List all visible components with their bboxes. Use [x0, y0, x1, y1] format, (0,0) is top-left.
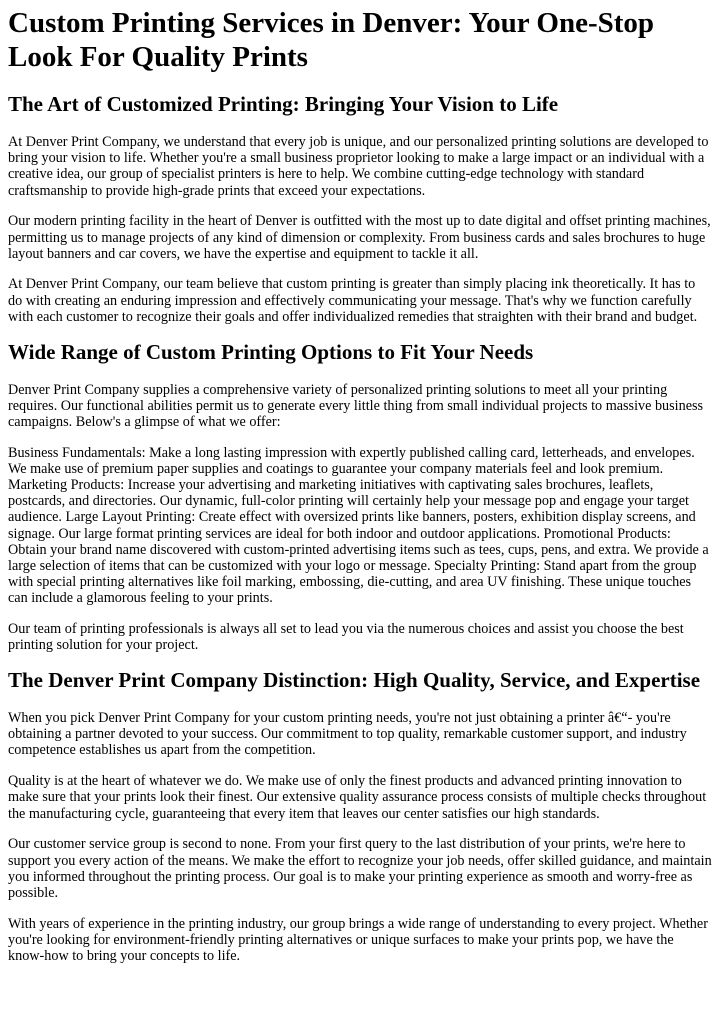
section-heading: Wide Range of Custom Printing Options to Fit Your Needs [8, 339, 534, 364]
paragraph: Quality is at the heart of whatever we do. We make use of only the finest products and advanced printing innovation to make sure that your prints look their finest. Our extensive quality assurance process consists of multiple checks throughout the manufacturing cycle, guaranteeing that every item that leaves our center satisfies our high standards. [8, 773, 707, 822]
paragraph: At Denver Print Company, our team believe that custom printing is greater than simply placing ink theoretically. It has to do with creating an enduring impression and effectively communicating your message. That's why we function carefully with each customer to recognize their goals and offer individualized remedies that straighten with their brand and budget. [8, 276, 698, 325]
paragraph: When you pick Denver Print Company for your custom printing needs, you're not just obtaining a printer â€“- you're obtaining a partner devoted to your success. Our commitment to top quality, remarkable customer support, and industry competence establishes us apart from the competition. [8, 710, 687, 759]
section-heading: The Art of Customized Printing: Bringing Your Vision to Life [8, 92, 559, 116]
paragraph: Our modern printing facility in the heart of Denver is outfitted with the most up to date digital and offset printing machines, permitting us to manage projects of any kind of dimension or complexity. From business cards and sales brochures to huge layout banners and car covers, we have the expertise and equipment to tackle it all. [8, 213, 711, 262]
section-distinction [8, 668, 712, 964]
paragraph: Our customer service group is second to none. From your first query to the last distribution of your prints, we're here to support you every action of the means. We make the effort to recognize your job needs, offer skilled guidance, and maintain you informed throughout the printing process. Our goal is to make your printing experience as smooth and worry-free as possible. [8, 836, 712, 901]
section-customized-printing [8, 92, 712, 325]
paragraph: At Denver Print Company, we understand that every job is unique, and our personalized printing solutions are developed to bring your vision to life. Whether you're a small business proprietor looking to make a large impact or an individual with a creative idea, our group of specialist printers is here to help. We combine cutting-edge technology with standard craftsmanship to provide high-grade prints that exceed your expectations. [8, 134, 709, 199]
page-title: Custom Printing Services in Denver: Your One-Stop Look For Quality Prints [8, 7, 655, 73]
paragraph: With years of experience in the printing industry, our group brings a wide range of understanding to every project. Whether you're looking for environment-friendly printing alternatives or unique surfaces to make your prints pop, we have the know-how to bring your concepts to life. [8, 915, 708, 965]
paragraph: Denver Print Company supplies a comprehensive variety of personalized printing solutions to meet all your printing requires. Our functional abilities permit us to generate every little thing from small individual projects to massive business campaigns. Below's a glimpse of what we offer: [8, 381, 704, 430]
paragraph: Business Fundamentals: Make a long lasting impression with expertly published calling card, letterheads, and envelopes. We make use of premium paper supplies and coatings to guarantee your company materials feel and look premium. Marketing Products: Increase your advertising and marketing initiatives with captivating sales brochures, leaflets, postcards, and directories. Our dynamic, full-color printing will certainly help your message pop and engage your target audience. Large Layout Printing: Create effect with oversized prints like banners, posters, exhibition display screens, and signage. Our large format printing services are ideal for both indoor and outdoor applications. Promotional Products: Obtain your brand name discovered with custom-printed advertising items such as tees, cups, pens, and extra. We provide a large selection of items that can be customized with your logo or message. Specialty Printing: Stand apart from the group with special printing alternatives like foil marking, embossing, die-cutting, and area UV finishing. These unique touches can include a glamorous feeling to your prints. [8, 444, 709, 607]
section-heading: The Denver Print Company Distinction: High Quality, Service, and Expertise [8, 668, 701, 693]
paragraph: Our team of printing professionals is always all set to lead you via the numerous choices and assist you choose the best printing solution for your project. [8, 621, 684, 654]
section-printing-options [8, 340, 712, 654]
